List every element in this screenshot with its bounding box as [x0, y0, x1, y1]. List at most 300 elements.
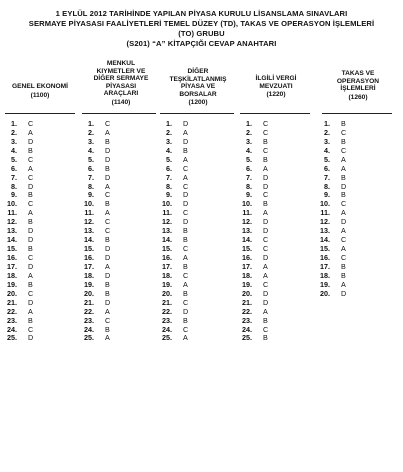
column-code: (1140): [111, 98, 131, 106]
answer-row: [77, 191, 110, 200]
question-number: 17.: [7, 261, 17, 271]
question-number: 6.: [246, 163, 252, 173]
question-number: 19.: [242, 279, 252, 289]
answer-row: [155, 334, 188, 343]
question-number: 16.: [84, 253, 94, 263]
answer-letter: A: [105, 127, 110, 137]
column-title-line: OPERASYON: [336, 77, 380, 85]
question-number: 19.: [7, 279, 17, 289]
answer-row: [235, 262, 268, 271]
answer-letter: A: [183, 279, 188, 289]
answer-letter: D: [28, 297, 34, 307]
answer-letter: C: [263, 235, 269, 245]
question-number: 4.: [166, 145, 172, 155]
answer-letter: C: [263, 279, 269, 289]
answer-letter: B: [105, 279, 110, 289]
question-number: 15.: [162, 244, 172, 254]
question-number: 1.: [166, 118, 172, 128]
answer-row: [155, 164, 188, 173]
answer-row: [77, 235, 110, 244]
question-number: 21.: [162, 297, 172, 307]
question-number: 1.: [246, 118, 252, 128]
question-number: 22.: [162, 306, 172, 316]
question-number: 9.: [88, 190, 94, 200]
question-number: 23.: [84, 315, 94, 325]
answer-row: [77, 173, 110, 182]
question-number: 5.: [166, 154, 172, 164]
question-number: 7.: [324, 172, 330, 182]
answer-row: [0, 316, 33, 325]
answer-letter: A: [183, 172, 188, 182]
question-number: 15.: [242, 244, 252, 254]
question-number: 9.: [11, 190, 17, 200]
question-number: 9.: [324, 190, 330, 200]
answer-row: [313, 226, 346, 235]
question-number: 19.: [320, 279, 330, 289]
question-number: 3.: [324, 136, 330, 146]
answer-letter: A: [28, 163, 33, 173]
question-number: 12.: [7, 217, 17, 227]
answer-row: [155, 199, 188, 208]
answer-letter: A: [341, 208, 346, 218]
answer-letter: B: [105, 288, 110, 298]
answer-row: [155, 235, 188, 244]
answer-letter: A: [341, 226, 346, 236]
answer-row: [77, 289, 110, 298]
question-number: 3.: [246, 136, 252, 146]
answer-row: [155, 128, 188, 137]
question-number: 25.: [7, 333, 17, 343]
answer-row: [155, 316, 188, 325]
answer-letter: A: [105, 181, 110, 191]
answer-letter: B: [341, 118, 346, 128]
answer-row: [313, 155, 346, 164]
question-number: 1.: [11, 118, 17, 128]
question-number: 8.: [324, 181, 330, 191]
question-number: 11.: [84, 208, 94, 218]
answer-letter: D: [263, 297, 269, 307]
question-number: 17.: [84, 261, 94, 271]
answer-letter: A: [183, 154, 188, 164]
question-number: 13.: [320, 226, 330, 236]
question-number: 18.: [84, 270, 94, 280]
question-number: 11.: [7, 208, 17, 218]
answer-letter: B: [105, 199, 110, 209]
answer-row: [0, 199, 33, 208]
answer-row: [235, 289, 268, 298]
question-number: 10.: [162, 199, 172, 209]
answer-letter: D: [28, 235, 34, 245]
answer-letter: A: [341, 279, 346, 289]
question-number: 20.: [7, 288, 17, 298]
answer-row: [155, 182, 188, 191]
question-number: 17.: [162, 261, 172, 271]
answer-row: [0, 182, 33, 191]
answer-letter: B: [341, 172, 346, 182]
question-number: 21.: [7, 297, 17, 307]
answer-letter: B: [105, 163, 110, 173]
column-title-line: PİYASASI: [105, 82, 137, 90]
answer-letter: B: [183, 315, 188, 325]
answer-row: [235, 164, 268, 173]
answer-letter: A: [341, 244, 346, 254]
answer-row: [155, 280, 188, 289]
answer-row: [313, 137, 346, 146]
column-header-4: [240, 75, 312, 99]
answer-letter: A: [183, 253, 188, 263]
answer-row: [313, 199, 346, 208]
question-number: 22.: [84, 306, 94, 316]
column-title-line: MEVZUATI: [259, 82, 293, 90]
answer-letter: D: [28, 226, 34, 236]
answer-row: [0, 244, 33, 253]
answer-row: [155, 146, 188, 155]
answer-letter: D: [28, 136, 34, 146]
answer-row: [155, 289, 188, 298]
answer-row: [77, 298, 110, 307]
column-title-line: TAKAS VE: [341, 70, 375, 77]
column-divider: [5, 113, 75, 114]
answer-row: [235, 137, 268, 146]
question-number: 20.: [84, 288, 94, 298]
answer-letter: C: [105, 217, 111, 227]
question-number: 15.: [320, 244, 330, 254]
answer-letter: D: [28, 261, 34, 271]
answer-row: [313, 235, 346, 244]
question-number: 4.: [324, 145, 330, 155]
question-number: 12.: [84, 217, 94, 227]
question-number: 22.: [242, 306, 252, 316]
answer-letter: A: [263, 270, 268, 280]
question-number: 5.: [246, 154, 252, 164]
answer-row: [313, 191, 346, 200]
question-number: 4.: [88, 145, 94, 155]
answer-letter: D: [28, 333, 34, 343]
answer-letter: D: [341, 288, 347, 298]
question-number: 7.: [88, 172, 94, 182]
question-number: 14.: [242, 235, 252, 245]
answer-row: [313, 253, 346, 262]
question-number: 9.: [246, 190, 252, 200]
answer-letter: C: [183, 163, 189, 173]
question-number: 1.: [88, 118, 94, 128]
column-header-2: [82, 60, 160, 107]
question-number: 9.: [166, 190, 172, 200]
question-number: 10.: [320, 199, 330, 209]
answer-row: [77, 244, 110, 253]
heading-line-3: (TO) GRUBU: [178, 29, 225, 38]
answer-letter: A: [341, 163, 346, 173]
question-number: 23.: [7, 315, 17, 325]
answer-row: [77, 199, 110, 208]
answer-row: [313, 164, 346, 173]
answer-letter: D: [263, 172, 269, 182]
answer-row: [0, 217, 33, 226]
answer-row: [77, 334, 110, 343]
answer-list: [313, 119, 346, 298]
question-number: 18.: [162, 270, 172, 280]
answer-row: [77, 280, 110, 289]
answer-row: [77, 253, 110, 262]
question-number: 24.: [242, 324, 252, 334]
answer-letter: A: [263, 208, 268, 218]
question-number: 17.: [242, 261, 252, 271]
answer-letter: C: [263, 127, 269, 137]
answer-letter: D: [263, 181, 269, 191]
answer-letter: D: [341, 181, 347, 191]
answer-letter: B: [28, 315, 33, 325]
answer-row: [235, 325, 268, 334]
answer-letter: A: [105, 208, 110, 218]
question-number: 16.: [162, 253, 172, 263]
answer-row: [77, 146, 110, 155]
question-number: 8.: [88, 181, 94, 191]
answer-row: [155, 298, 188, 307]
answer-row: [77, 226, 110, 235]
answer-row: [313, 173, 346, 182]
answer-row: [77, 217, 110, 226]
question-number: 11.: [320, 208, 330, 218]
question-number: 14.: [7, 235, 17, 245]
answer-letter: C: [105, 118, 111, 128]
answer-row: [155, 226, 188, 235]
answer-letter: A: [263, 261, 268, 271]
answer-row: [77, 325, 110, 334]
answer-row: [313, 208, 346, 217]
answer-letter: C: [28, 288, 34, 298]
column-code: (1220): [266, 91, 286, 99]
answer-letter: D: [105, 297, 111, 307]
question-number: 20.: [162, 288, 172, 298]
answer-row: [235, 155, 268, 164]
column-divider: [322, 113, 392, 114]
column-title-line: TEŞKİLATLANMIŞ: [169, 75, 227, 83]
question-number: 20.: [320, 288, 330, 298]
answer-row: [0, 137, 33, 146]
answer-row: [235, 253, 268, 262]
answer-letter: B: [263, 199, 268, 209]
column-title-line: DİĞER: [187, 68, 209, 75]
answer-row: [235, 280, 268, 289]
answer-letter: B: [105, 136, 110, 146]
answer-letter: A: [28, 208, 33, 218]
question-number: 23.: [162, 315, 172, 325]
question-number: 6.: [166, 163, 172, 173]
answer-letter: A: [105, 261, 110, 271]
answer-row: [155, 307, 188, 316]
answer-letter: A: [105, 306, 110, 316]
answer-row: [235, 298, 268, 307]
question-number: 22.: [7, 306, 17, 316]
answer-letter: D: [183, 199, 189, 209]
question-number: 24.: [84, 324, 94, 334]
answer-row: [0, 155, 33, 164]
answer-letter: C: [341, 199, 347, 209]
question-number: 18.: [242, 270, 252, 280]
question-number: 8.: [11, 181, 17, 191]
column-title-line: ARAÇLARI: [103, 90, 139, 98]
answer-letter: D: [105, 270, 111, 280]
question-number: 14.: [162, 235, 172, 245]
answer-row: [235, 244, 268, 253]
answer-letter: A: [28, 127, 33, 137]
answer-letter: B: [28, 279, 33, 289]
answer-row: [313, 289, 346, 298]
answer-row: [313, 244, 346, 253]
answer-row: [155, 208, 188, 217]
answer-letter: D: [341, 217, 347, 227]
answer-letter: B: [183, 145, 188, 155]
answer-letter: B: [263, 315, 268, 325]
answer-row: [235, 173, 268, 182]
answer-row: [155, 173, 188, 182]
answer-letter: D: [183, 217, 189, 227]
answer-letter: C: [105, 190, 111, 200]
question-number: 7.: [246, 172, 252, 182]
column-header-5: [322, 70, 394, 101]
answer-letter: D: [105, 172, 111, 182]
answer-row: [0, 173, 33, 182]
answer-row: [155, 119, 188, 128]
answer-letter: D: [183, 118, 189, 128]
answer-row: [77, 137, 110, 146]
answer-letter: B: [28, 190, 33, 200]
answer-letter: D: [105, 154, 111, 164]
question-number: 15.: [84, 244, 94, 254]
question-number: 10.: [7, 199, 17, 209]
answer-row: [235, 316, 268, 325]
answer-letter: D: [105, 244, 111, 254]
answer-row: [0, 164, 33, 173]
answer-letter: C: [341, 127, 347, 137]
answer-letter: A: [28, 270, 33, 280]
answer-row: [0, 307, 33, 316]
question-number: 14.: [84, 235, 94, 245]
question-number: 25.: [84, 333, 94, 343]
answer-row: [0, 262, 33, 271]
question-number: 11.: [242, 208, 252, 218]
answer-letter: C: [341, 235, 347, 245]
answer-letter: B: [105, 324, 110, 334]
answer-letter: C: [263, 190, 269, 200]
question-number: 10.: [242, 199, 252, 209]
answer-letter: C: [105, 226, 111, 236]
question-number: 12.: [162, 217, 172, 227]
answer-letter: B: [183, 288, 188, 298]
answer-letter: C: [28, 324, 34, 334]
answer-letter: D: [263, 253, 269, 263]
question-number: 1.: [324, 118, 330, 128]
answer-letter: B: [341, 190, 346, 200]
question-number: 4.: [11, 145, 17, 155]
question-number: 16.: [320, 253, 330, 263]
answer-row: [155, 155, 188, 164]
question-number: 16.: [242, 253, 252, 263]
answer-letter: C: [28, 154, 34, 164]
question-number: 21.: [84, 297, 94, 307]
heading-line-2: SERMAYE PİYASASI FAALİYETLERİ TEMEL DÜZEY (TD), TAKAS VE OPERASYON İŞLEMLERİ: [28, 19, 375, 28]
answer-list: [235, 119, 268, 342]
answer-row: [77, 164, 110, 173]
question-number: 17.: [320, 261, 330, 271]
answer-row: [0, 128, 33, 137]
question-number: 23.: [242, 315, 252, 325]
answer-row: [313, 271, 346, 280]
answer-row: [77, 271, 110, 280]
answer-letter: A: [28, 306, 33, 316]
answer-row: [235, 334, 268, 343]
answer-letter: B: [341, 261, 346, 271]
question-number: 2.: [166, 127, 172, 137]
question-number: 15.: [7, 244, 17, 254]
column-header-3: [160, 68, 236, 107]
answer-letter: B: [341, 136, 346, 146]
answer-row: [235, 119, 268, 128]
answer-letter: B: [263, 136, 268, 146]
answer-letter: A: [183, 333, 188, 343]
question-number: 7.: [166, 172, 172, 182]
column-title-line: BORSALAR: [179, 90, 217, 98]
answer-row: [313, 262, 346, 271]
question-number: 12.: [320, 217, 330, 227]
answer-row: [0, 253, 33, 262]
answer-letter: A: [263, 163, 268, 173]
answer-letter: D: [263, 217, 269, 227]
answer-list: [0, 119, 33, 342]
answer-letter: C: [28, 118, 34, 128]
column-title-line: MENKUL: [106, 60, 136, 67]
question-number: 13.: [162, 226, 172, 236]
column-title-line: PİYASA VE: [180, 83, 216, 91]
answer-letter: B: [105, 235, 110, 245]
answer-letter: A: [105, 333, 110, 343]
column-header-1: [5, 83, 75, 99]
answer-row: [0, 280, 33, 289]
column-divider: [82, 113, 156, 114]
question-number: 3.: [88, 136, 94, 146]
answer-letter: C: [263, 145, 269, 155]
answer-letter: C: [263, 244, 269, 254]
question-number: 7.: [11, 172, 17, 182]
answer-row: [235, 182, 268, 191]
question-number: 24.: [162, 324, 172, 334]
question-number: 3.: [11, 136, 17, 146]
question-number: 2.: [324, 127, 330, 137]
answer-letter: D: [263, 288, 269, 298]
answer-row: [235, 208, 268, 217]
answer-letter: C: [341, 145, 347, 155]
answer-row: [235, 307, 268, 316]
answer-row: [77, 262, 110, 271]
question-number: 13.: [7, 226, 17, 236]
answer-letter: D: [28, 181, 34, 191]
column-title-line: KIYMETLER VE: [96, 67, 146, 75]
question-number: 6.: [88, 163, 94, 173]
answer-list: [155, 119, 188, 342]
answer-letter: C: [183, 270, 189, 280]
answer-row: [0, 146, 33, 155]
answer-letter: D: [183, 306, 189, 316]
answer-letter: C: [183, 244, 189, 254]
column-code: (1100): [30, 91, 50, 99]
answer-row: [155, 244, 188, 253]
answer-row: [77, 307, 110, 316]
answer-row: [0, 235, 33, 244]
column-code: (1260): [348, 93, 368, 101]
answer-letter: C: [263, 324, 269, 334]
answer-row: [0, 334, 33, 343]
question-number: 4.: [246, 145, 252, 155]
